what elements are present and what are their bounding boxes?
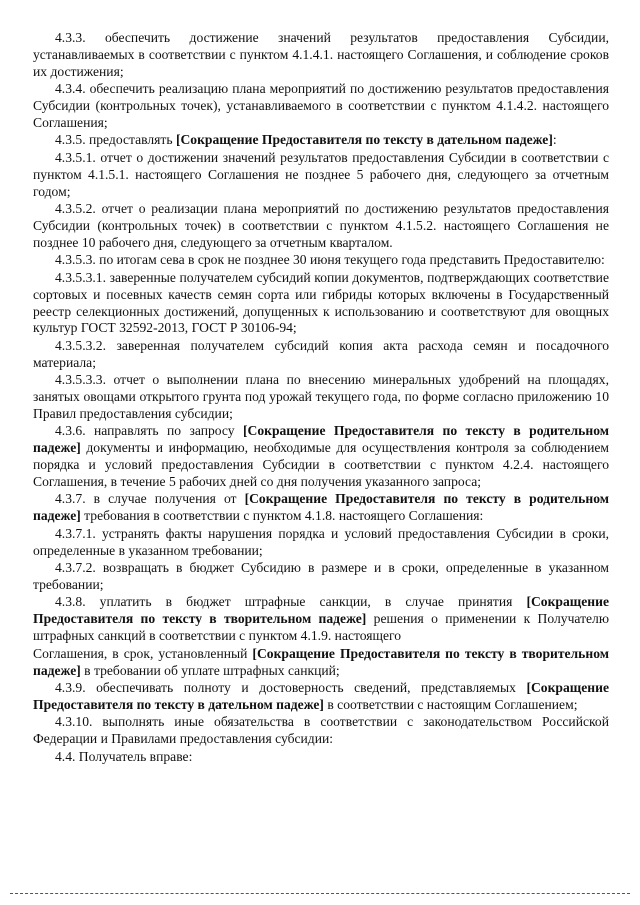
paragraph-text: 4.3.5.3.3. отчет о выполнении плана по внесению минеральных удобрений на площадях, занятых овощами открытого грунта под урожай текущего года, по форме согласно приложению 10 Правил предоставления субсидии; [33, 372, 609, 421]
paragraph-4-3-7-1 [33, 526, 609, 560]
paragraph-text: 4.3.7.1. устранять факты нарушения порядка и условий предоставления Субсидии в сроки, определенные в указанном требовании; [33, 525, 609, 558]
paragraph-text: 4.3.9. обеспечивать полноту и достоверность сведений, представляемых [55, 679, 527, 695]
paragraph-4-3-4 [33, 81, 609, 132]
paragraph-4-3-9 [33, 680, 609, 714]
paragraph-4-3-3 [33, 30, 609, 81]
paragraph-text: 4.3.5. предоставлять [55, 132, 176, 148]
paragraph-4-3-7-2 [33, 560, 609, 594]
paragraph-4-3-8 [33, 594, 609, 645]
paragraph-text: 4.3.5.1. отчет о достижении значений результатов предоставления Субсидии в соответствии с пунктом 4.1.5.1. настоящего Соглашения не позднее 5 рабочего дня, следующего за отчетным годом; [33, 149, 609, 199]
document-page [33, 30, 609, 766]
paragraph-4-3-5-3-2 [33, 338, 609, 372]
paragraph-4-3-5-3-1 [33, 270, 609, 338]
bold-placeholder-text: [Сокращение Предоставителя по тексту в родительном падеже] [33, 491, 609, 524]
paragraph-4-3-5-1 [33, 150, 609, 201]
paragraph-4-3-5 [33, 132, 609, 149]
paragraph-text: 4.3.5.3.1. заверенные получателем субсидий копии документов, подтверждающих соответствие сортовых и посевных качеств семян сорта или гибриды которых включены в Государственный реестр селекционных достижений, допущенных к использованию и соответствуют для овощных культур ГОСТ 32592-2013, ГОСТ Р 30106-94; [33, 269, 609, 336]
paragraph-text: 4.3.5.2. отчет о реализации плана мероприятий по достижению результатов предоставления Субсидии (контрольных точек) в соответствии с пунктом 4.1.5.2. настоящего Соглашения не позднее 10 рабочего дня, следующего за отчетным кварталом. [33, 201, 609, 250]
paragraph-text: Соглашения, в срок, установленный [33, 645, 253, 661]
paragraph-text: решения о применении к Получателю штрафных санкций в соответствии с пунктом 4.1.9. настоящего [33, 611, 609, 644]
paragraph-4-3-8-cont [33, 646, 609, 680]
paragraph-text: 4.3.8. уплатить в бюджет штрафные санкции, в случае принятия [55, 594, 527, 610]
bold-placeholder-text: [Сокращение Предоставителя по тексту в дательном падеже] [175, 132, 553, 148]
paragraph-text: : [552, 132, 557, 148]
paragraph-text: 4.3.4. обеспечить реализацию плана мероприятий по достижению результатов предоставления Субсидии (контрольных точек), устанавливаемого в соответствии с пунктом 4.1.4.2. настоящего Соглашения; [33, 81, 609, 131]
paragraph-4-3-5-3-3 [33, 372, 609, 423]
paragraph-4-3-6 [33, 423, 609, 491]
paragraph-text: в соответствии с настоящим Соглашением; [323, 696, 578, 712]
paragraph-text: в требовании об уплате штрафных санкций; [80, 662, 340, 678]
paragraph-text: 4.3.10. выполнять иные обязательства в соответствии с законодательством Российской Федерации и Правилами предоставления субсидии: [33, 714, 609, 747]
paragraph-text: 4.3.7. в случае получения от [55, 491, 245, 507]
page-bottom-separator [10, 893, 630, 894]
paragraph-text: 4.3.5.3. по итогам сева в срок не позднее 30 июня текущего года представить Предоставителю: [55, 252, 605, 268]
paragraph-4-3-5-2 [33, 201, 609, 252]
paragraph-text: 4.3.6. направлять по запросу [55, 423, 243, 439]
paragraph-text: 4.4. Получатель вправе: [55, 748, 193, 764]
paragraph-text: 4.3.7.2. возвращать в бюджет Субсидию в размере и в сроки, определенные в указанном требовании; [33, 560, 609, 592]
paragraph-text: документы и информацию, необходимые для осуществления контроля за соблюдением порядка и условий предоставления Субсидии в соответствии с пунктом 4.2.4. настоящего Соглашения, в течение 5 рабочих дней со дня получения указанного запроса; [33, 440, 609, 490]
paragraph-text: требования в соответствии с пунктом 4.1.8. настоящего Соглашения: [80, 508, 484, 524]
bold-placeholder-text: [Сокращение Предоставителя по тексту в творительном падеже] [33, 594, 609, 627]
paragraph-4-3-7 [33, 491, 609, 525]
bold-placeholder-text: [Сокращение Предоставителя по тексту в дательном падеже] [33, 679, 609, 712]
bold-placeholder-text: [Сокращение Предоставителя по тексту в родительном падеже] [33, 423, 609, 456]
paragraph-4-4 [33, 749, 609, 766]
paragraph-text: 4.3.3. обеспечить достижение значений результатов предоставления Субсидии, устанавливаемых в соответствии с пунктом 4.1.4.1. настоящего Соглашения, и соблюдение сроков их достижения; [33, 30, 609, 79]
bold-placeholder-text: [Сокращение Предоставителя по тексту в творительном падеже] [33, 645, 609, 678]
paragraph-4-3-10 [33, 714, 609, 748]
paragraph-4-3-5-3 [33, 252, 609, 269]
paragraph-text: 4.3.5.3.2. заверенная получателем субсидий копия акта расхода семян и посадочного материала; [33, 337, 609, 370]
